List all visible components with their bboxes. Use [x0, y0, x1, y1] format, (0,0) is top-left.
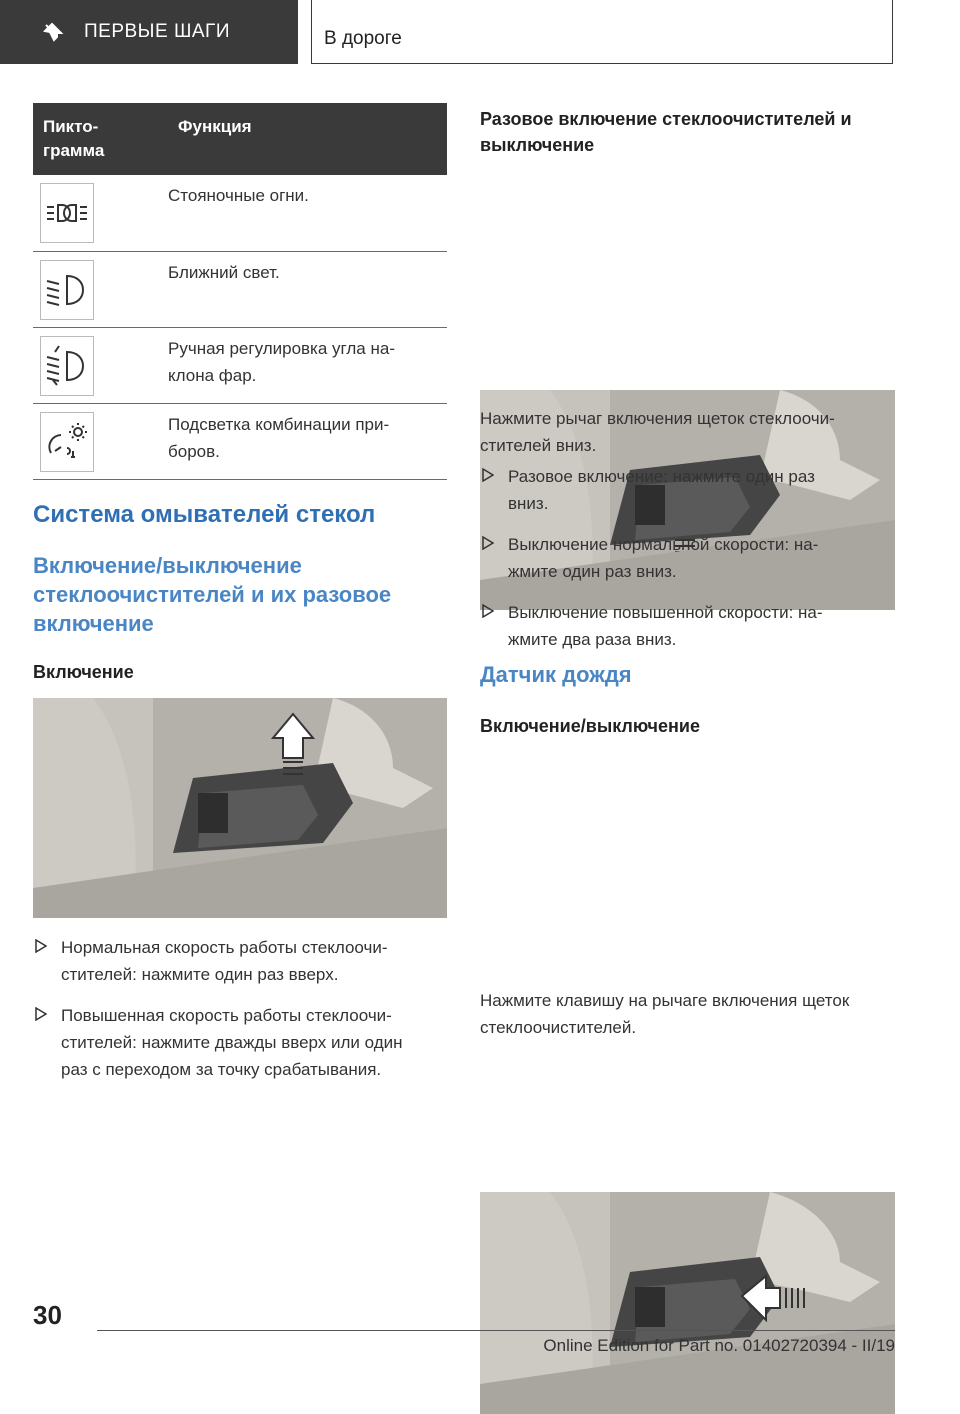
footer-divider — [97, 1330, 895, 1331]
pin-icon — [42, 21, 64, 43]
paragraph-press-lever-down: Нажмите рычаг включения щеток стеклоочи- стителей вниз. — [480, 409, 835, 455]
pictogram-table — [33, 103, 447, 480]
triangle-bullet-icon — [482, 536, 494, 550]
wiper-lever-up-photo — [33, 698, 447, 918]
footer-edition: Online Edition for Part no. 01402720394 - II/19 — [543, 1336, 895, 1355]
heading-rain-sensor: Датчик дождя — [480, 662, 632, 687]
right-bullet-list — [480, 463, 895, 667]
heading-switch-on: Включение — [33, 662, 134, 682]
subsection-heading-wipers: Включение/выключение стеклоочистителей и их разовое включение — [33, 553, 392, 636]
table-cell-function: Ручная регулировка угла на- клона фар. — [168, 327, 447, 403]
list-item: Нормальная скорость работы стеклоочи- стителей: нажмите один раз вверх. — [33, 934, 447, 988]
instrument-illumination-icon — [40, 412, 94, 472]
paragraph-press-button: Нажмите клавишу на рычаге включения щеток стеклоочистителей. — [480, 991, 850, 1037]
table-cell-function: Стояночные огни. — [168, 175, 447, 251]
list-item: Разовое включение: нажмите один раз вниз. — [480, 463, 895, 517]
parking-lights-icon — [40, 183, 94, 243]
chapter-title: ПЕРВЫЕ ШАГИ — [84, 21, 230, 42]
triangle-bullet-icon — [35, 1007, 47, 1021]
rain-sensor-button-photo — [480, 1192, 895, 1414]
section-heading-washer-system: Система омывателей стекол — [33, 501, 376, 528]
chapter-tab[interactable] — [0, 0, 298, 64]
headlight-range-control-icon — [40, 336, 94, 396]
section-header — [311, 0, 893, 64]
table-cell-function: Ближний свет. — [168, 251, 447, 327]
list-item: Выключение повышенной скорости: на- жмите два раза вниз. — [480, 599, 895, 653]
low-beam-icon — [40, 260, 94, 320]
table-header-function: Функция — [168, 103, 447, 175]
pictogram-table-wrap — [33, 103, 447, 480]
triangle-bullet-icon — [482, 604, 494, 618]
table-row — [33, 327, 447, 403]
table-row — [33, 403, 447, 479]
left-bullet-list — [33, 934, 447, 1097]
triangle-bullet-icon — [35, 939, 47, 953]
page-number: 30 — [33, 1300, 62, 1330]
table-header-pictogram: Пикто- грамма — [33, 103, 168, 175]
table-row — [33, 175, 447, 251]
table-cell-function: Подсветка комбинации при- боров. — [168, 403, 447, 479]
section-title: В дороге — [324, 28, 402, 49]
table-row — [33, 251, 447, 327]
list-item: Выключение нормальной скорости: на- жмите один раз вниз. — [480, 531, 895, 585]
heading-single-wipe: Разовое включение стеклоочистителей и выключение — [480, 109, 852, 155]
heading-on-off: Включение/выключение — [480, 716, 700, 736]
triangle-bullet-icon — [482, 468, 494, 482]
list-item: Повышенная скорость работы стеклоочи- стителей: нажмите дважды вверх или один раз с переходом за точку срабатывания. — [33, 1002, 447, 1083]
